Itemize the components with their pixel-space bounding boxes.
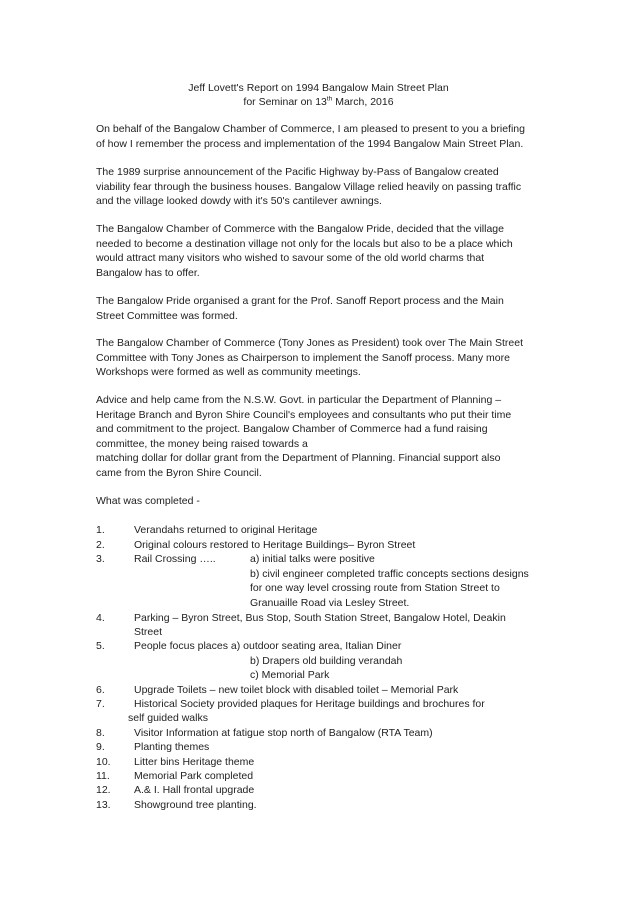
list-item: Original colours restored to Heritage Buildings– Byron Street [134,539,416,551]
list-item-number: 2. [96,539,105,551]
list-item: Visitor Information at fatigue stop north of Bangalow (RTA Team) [134,727,433,739]
list-subitem: Granuaille Road via Lesley Street. [250,597,410,609]
list-item: Planting themes [134,741,210,753]
paragraph-intro: On behalf of the Bangalow Chamber of Commerce, I am pleased to present to you a briefing of how I remember the process and implementation of the 1994 Bangalow Main Street Plan. [96,123,525,150]
completed-heading: What was completed - [96,495,200,507]
list-item-continuation: Street [134,626,163,638]
list-item: Historical Society provided plaques for Heritage buildings and brochures for [134,698,485,710]
list-subitem: b) civil engineer completed traffic concepts sections designs [250,568,529,580]
list-item-number: 12. [96,784,111,796]
list-item: People focus places a) outdoor seating area, Italian Diner [134,640,402,652]
list-item-number: 4. [96,612,105,624]
report-subtitle: for Seminar on 13th March, 2016 [243,95,394,108]
list-item-number: 7. [96,698,105,710]
list-item-number: 5. [96,640,105,652]
list-item: Verandahs returned to original Heritage [134,524,318,536]
list-item-number: 10. [96,756,111,768]
list-item-number: 1. [96,524,105,536]
list-subitem: c) Memorial Park [250,669,330,681]
list-item: Parking – Byron Street, Bus Stop, South Station Street, Bangalow Hotel, Deakin [134,612,506,624]
list-item-number: 6. [96,684,105,696]
list-item: Showground tree planting. [134,799,257,811]
paragraph-grant: The Bangalow Pride organised a grant for the Prof. Sanoff Report process and the Main Street Committee was formed. [96,295,504,322]
list-item: Rail Crossing ….. [134,553,216,565]
paragraph-bypass: The 1989 surprise announcement of the Pacific Highway by-Pass of Bangalow created viability fear through the business houses. Bangalow Village relied heavily on passing traffic and the village looked dowdy with it's 50's cantilever awnings. [96,166,522,207]
list-item: Upgrade Toilets – new toilet block with disabled toilet – Memorial Park [134,684,459,696]
list-item-number: 13. [96,799,111,811]
list-item-number: 11. [96,770,110,782]
list-item: Litter bins Heritage theme [134,756,255,768]
list-item: A.& I. Hall frontal upgrade [134,784,255,796]
list-item: Memorial Park completed [134,770,254,782]
paragraph-chamber: The Bangalow Chamber of Commerce (Tony Jones as President) took over The Main Street Committee with Tony Jones as Chairperson to implement the Sanoff process. Many more Workshops were formed as well as community meetings. [96,337,524,378]
report-title: Jeff Lovett's Report on 1994 Bangalow Main Street Plan [188,82,449,94]
list-subitem: for one way level crossing route from Station Street to [250,582,500,594]
list-item-number: 9. [96,741,105,753]
list-item-number: 3. [96,553,105,565]
list-item-number: 8. [96,727,105,739]
list-item-continuation: self guided walks [128,712,208,724]
paragraph-destination: The Bangalow Chamber of Commerce with the Bangalow Pride, decided that the village needed to become a destination village not only for the locals but also to be a place which would attract many visitors who wished to savour some of the old world charms that Bangalow has to offer. [96,223,513,279]
list-subitem: b) Drapers old building verandah [250,655,403,667]
list-subitem: a) initial talks were positive [250,553,375,565]
paragraph-advice: Advice and help came from the N.S.W. Govt. in particular the Department of Planning – Heritage Branch and Byron Shire Council's employees and consultants who put their time and commitment to the project. Bangalow Chamber of Commerce had a fund raising committee, the money being raised towards a matching dollar for dollar grant from the Department of Planning. Financial support also came from the Byron Shire Council. [96,394,512,479]
